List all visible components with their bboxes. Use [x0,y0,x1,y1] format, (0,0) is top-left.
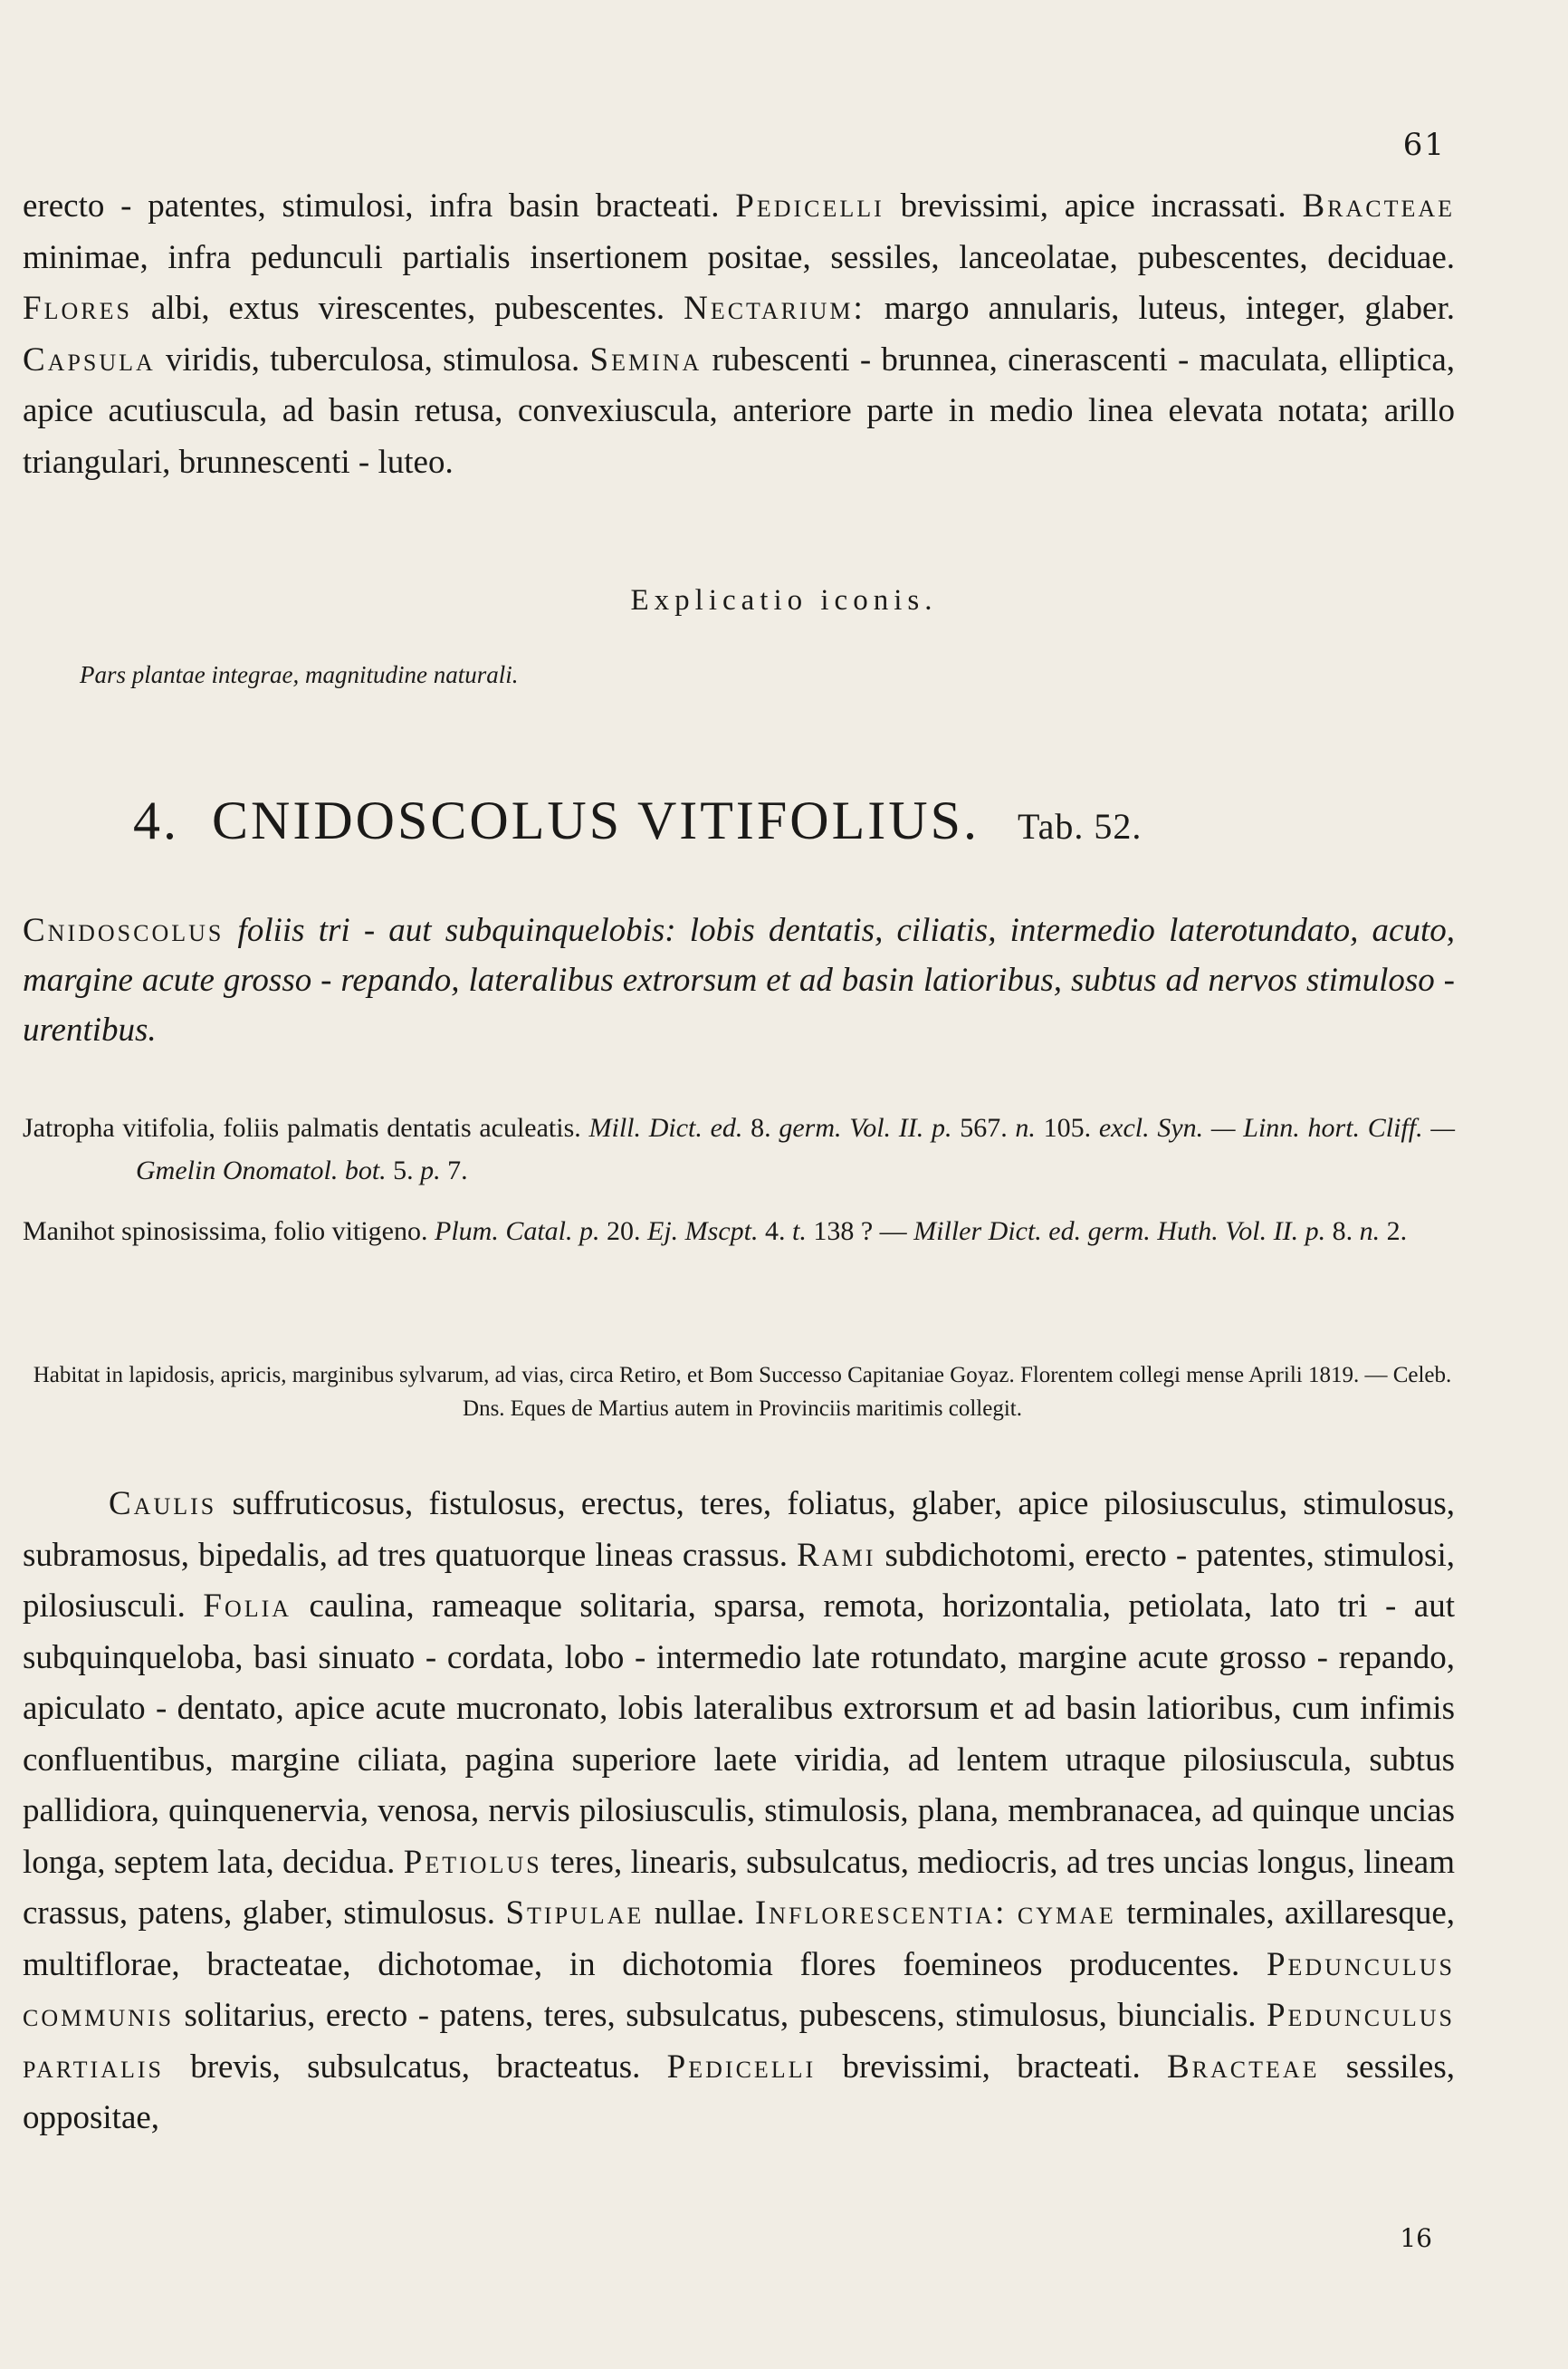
text-segment: viridis, tuberculosa, stimulosa. [155,340,590,379]
text-segment: t. [792,1216,807,1246]
text-segment [1007,1894,1017,1932]
description-paragraph-1 [23,181,1455,488]
text-segment: 4. [758,1216,792,1246]
small-caps-term: Petiolus [403,1843,542,1881]
text-segment: Mill. Dict. ed. [588,1113,743,1143]
small-caps-term: Capsula [23,340,156,379]
text-segment: rubescenti - brunnea, cinerascenti - maculata, elliptica, apice acutiuscula, ad basin retusa, convexiuscula, anteriore parte in medio linea elevata notata; arillo triangulari, brunnescenti - luteo. [23,340,1455,481]
small-caps-term: Rami [797,1536,876,1574]
text-segment: 7. [440,1156,468,1185]
text-segment: n. [1359,1216,1381,1246]
small-caps-term: Flores [23,290,132,327]
text-segment: minimae, infra pedunculi partialis insertionem positae, sessiles, lanceolatae, pubescentes, deciduae. [23,238,1455,276]
explicatio-heading: Explicatio iconis. [630,584,938,617]
text-segment: Jatropha vitifolia, foliis palmatis dentatis aculeatis. [23,1113,589,1143]
species-diagnosis [23,906,1455,1055]
small-caps-term: Inflorescentia: [754,1894,1008,1932]
text-segment: albi, extus virescentes, pubescentes. [131,290,684,327]
text-segment: brevissimi, bracteati. [816,2048,1167,2086]
text-segment: germ. Vol. II. p. [779,1113,952,1143]
description-paragraph-2 [23,1479,1455,2144]
diagnosis-genus: Cnidoscolus [23,912,225,949]
text-segment: brevis, subsulcatus, bracteatus. [163,2048,667,2086]
small-caps-term: cymae [1017,1894,1116,1932]
signature-mark: 16 [1400,2223,1432,2253]
text-segment: Miller Dict. ed. germ. Huth. Vol. II. p. [913,1216,1326,1246]
text-segment: p. [420,1156,441,1185]
small-caps-term: Nectarium: [684,290,865,327]
plate-reference: Tab. 52. [1017,806,1143,847]
text-segment: brevissimi, apice incrassati. [884,187,1303,225]
text-segment: 105. [1035,1113,1099,1143]
text-segment: 138 ? — [806,1216,914,1246]
small-caps-term: Bracteae [1166,2048,1320,2086]
text-segment: excl. Syn. — Linn. hort. Cliff. — Gmelin Onomatol. bot. [136,1113,1455,1185]
reference-1 [23,1107,1455,1192]
species-title [133,790,1142,852]
text-segment: sessiles, oppositae, [23,2048,1456,2136]
text-segment: 20. [599,1216,648,1246]
text-segment: Manihot spinosissima, folio vitigeno. [23,1216,435,1246]
text-segment: teres, linearis, subsulcatus, mediocris, ad tres uncias longus, lineam crassus, patens, glaber, stimulosus. [23,1843,1455,1932]
species-name: CNIDOSCOLUS VITIFOLIUS. [212,791,980,850]
explicatio-caption: Pars plantae integrae, magnitudine naturali. [80,661,519,688]
small-caps-term: Semina [589,340,703,379]
small-caps-term: Pedicelli [735,187,884,225]
text-segment: margo annularis, luteus, integer, glaber. [865,290,1456,327]
habitat-block [27,1358,1458,1425]
page-number: 61 [1402,127,1446,163]
small-caps-term: Pedicelli [666,2048,817,2086]
text-segment: 8. [1325,1216,1360,1246]
references-block [23,1107,1455,1252]
small-caps-term: Pedunculus communis [23,1945,1455,2034]
text-segment: suffruticosus, fistulosus, erectus, teres, foliatus, glaber, apice pilosiusculus, stimulosus, subramosus, bipedalis, ad tres quatuorque lineas crassus. [23,1485,1455,1574]
diagnosis-text: foliis tri - aut subquinquelobis: lobis dentatis, ciliatis, intermedio laterotundato, acuto, margine acute grosso - repando, lateralibus extrorsum et ad basin latioribus, subtus ad nervos stimuloso - urentibus. [23,912,1455,1049]
text-segment: terminales, axillaresque, multiflorae, bracteatae, dichotomae, in dichotomia flores foemineos producentes. [23,1894,1456,1983]
reference-2 [23,1210,1455,1252]
text-segment: 8. [742,1113,779,1143]
text-segment: subdichotomi, erecto - patentes, stimulosi, pilosiusculi. [23,1536,1455,1625]
text-segment: Plum. Catal. p. [435,1216,600,1246]
small-caps-term: Stipulae [505,1894,645,1932]
text-segment: solitarius, erecto - patens, teres, subsulcatus, pubescens, stimulosus, biuncialis. [174,1997,1267,2034]
text-segment: caulina, rameaque solitaria, sparsa, remota, horizontalia, petiolata, lato tri - aut subquinqueloba, basi sinuato - cordata, lobo - intermedio late rotundato, margine acute grosso - repando, apiculato - dentato, apice acute mucronato, lobis lateralibus extrorsum et ad basin latioribus, cum infimis confluentibus, margine ciliata, pagina superiore laete viridia, ad lentem utraque pilosiuscula, subtus pallidiora, quinquenervia, venosa, nervis pilosiusculis, stimulosis, plana, membranacea, ad quinque uncias longa, septem lata, decidua. [23,1587,1455,1881]
small-caps-term: Caulis [109,1485,217,1522]
habitat-note: Habitat in lapidosis, apricis, marginibus sylvarum, ad vias, circa Retiro, et Bom Successo Capitaniae Goyaz. Florentem collegi mense Aprili 1819. — Celeb. Dns. Eques de Martius autem in Provinciis maritimis collegit. [33,1363,1452,1421]
text-segment: n. [1015,1113,1036,1143]
continued-description [23,181,1455,488]
main-description [23,1479,1455,2144]
text-segment: Ej. Mscpt. [647,1216,759,1246]
diagnosis-block [23,906,1455,1055]
small-caps-term: Folia [203,1587,292,1625]
text-segment: erecto - patentes, stimulosi, infra basin bracteati. [23,187,736,225]
text-segment: 567. [951,1113,1016,1143]
species-number: 4. [133,791,179,850]
text-segment: nullae. [644,1894,755,1932]
small-caps-term: Pedunculus partialis [23,1997,1455,2086]
text-segment: 2. [1380,1216,1408,1246]
small-caps-term: Bracteae [1302,187,1455,225]
text-segment: 5. [386,1156,421,1185]
